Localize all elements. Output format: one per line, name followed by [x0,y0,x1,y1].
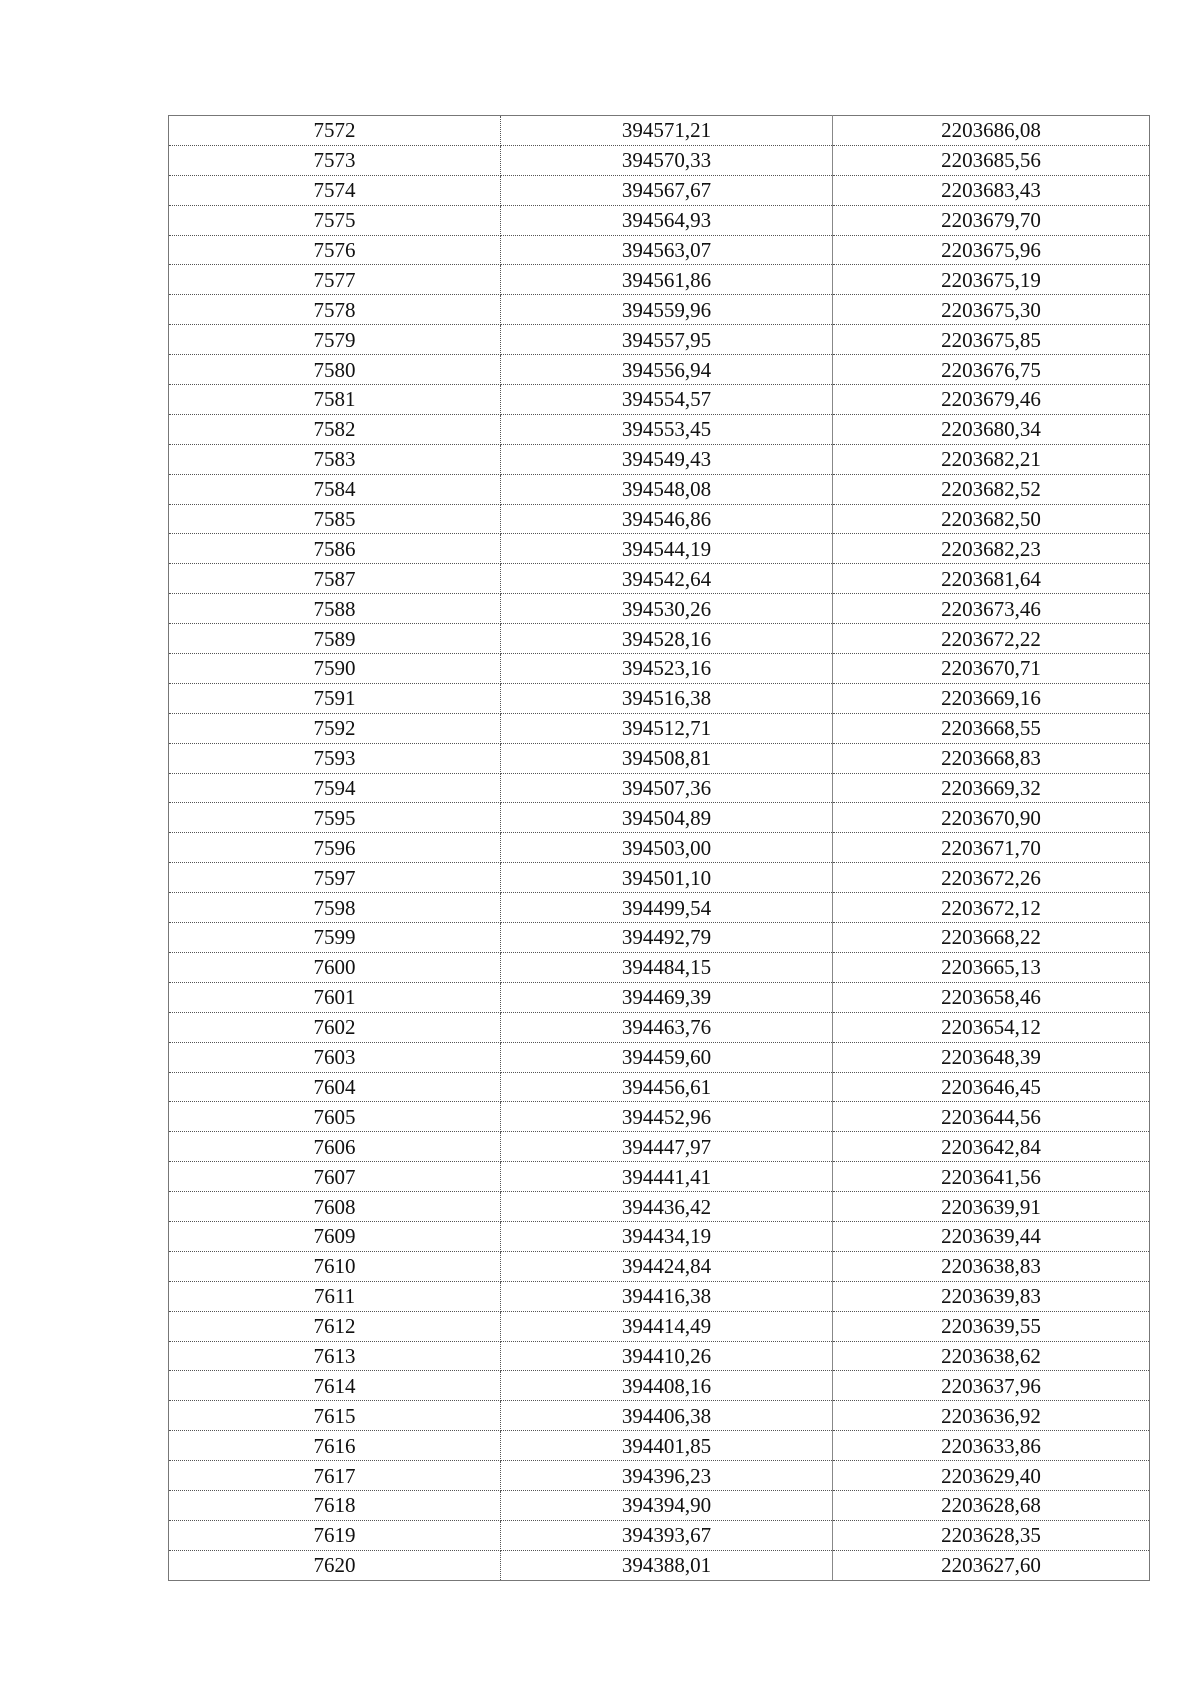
table-row [169,773,1150,803]
point-number-cell: 7595 [169,803,501,833]
y-coordinate-cell: 2203669,16 [833,683,1150,713]
x-coordinate-cell: 394441,41 [501,1162,833,1192]
point-number-cell: 7601 [169,982,501,1012]
table-row [169,205,1150,235]
x-coordinate-cell: 394553,45 [501,414,833,444]
table-row [169,1251,1150,1281]
table-row [169,564,1150,594]
table-row [169,175,1150,205]
y-coordinate-cell: 2203639,44 [833,1221,1150,1251]
point-number-cell: 7605 [169,1102,501,1132]
x-coordinate-cell: 394401,85 [501,1431,833,1461]
x-coordinate-cell: 394570,33 [501,145,833,175]
coordinates-table [168,115,1150,1581]
table-row [169,1490,1150,1520]
y-coordinate-cell: 2203636,92 [833,1401,1150,1431]
table-row [169,893,1150,923]
y-coordinate-cell: 2203641,56 [833,1162,1150,1192]
table-row [169,145,1150,175]
point-number-cell: 7573 [169,145,501,175]
point-number-cell: 7617 [169,1461,501,1491]
table-row [169,923,1150,953]
x-coordinate-cell: 394406,38 [501,1401,833,1431]
y-coordinate-cell: 2203637,96 [833,1371,1150,1401]
point-number-cell: 7608 [169,1192,501,1222]
table-row [169,594,1150,624]
table-row [169,534,1150,564]
x-coordinate-cell: 394459,60 [501,1042,833,1072]
table-row [169,295,1150,325]
y-coordinate-cell: 2203668,22 [833,923,1150,953]
x-coordinate-cell: 394452,96 [501,1102,833,1132]
y-coordinate-cell: 2203672,26 [833,863,1150,893]
y-coordinate-cell: 2203682,52 [833,474,1150,504]
y-coordinate-cell: 2203682,23 [833,534,1150,564]
y-coordinate-cell: 2203658,46 [833,982,1150,1012]
table-row [169,504,1150,534]
point-number-cell: 7589 [169,624,501,654]
table-row [169,713,1150,743]
table-row [169,1311,1150,1341]
table-row [169,1072,1150,1102]
point-number-cell: 7594 [169,773,501,803]
y-coordinate-cell: 2203683,43 [833,175,1150,205]
table-row [169,116,1150,146]
table-row [169,982,1150,1012]
table-row [169,325,1150,355]
x-coordinate-cell: 394424,84 [501,1251,833,1281]
table-row [169,414,1150,444]
x-coordinate-cell: 394388,01 [501,1550,833,1580]
y-coordinate-cell: 2203671,70 [833,833,1150,863]
y-coordinate-cell: 2203675,19 [833,265,1150,295]
x-coordinate-cell: 394408,16 [501,1371,833,1401]
point-number-cell: 7603 [169,1042,501,1072]
y-coordinate-cell: 2203679,70 [833,205,1150,235]
y-coordinate-cell: 2203675,30 [833,295,1150,325]
x-coordinate-cell: 394548,08 [501,474,833,504]
point-number-cell: 7604 [169,1072,501,1102]
table-row [169,385,1150,415]
table-row [169,1520,1150,1550]
y-coordinate-cell: 2203669,32 [833,773,1150,803]
y-coordinate-cell: 2203679,46 [833,385,1150,415]
y-coordinate-cell: 2203633,86 [833,1431,1150,1461]
point-number-cell: 7612 [169,1311,501,1341]
point-number-cell: 7619 [169,1520,501,1550]
y-coordinate-cell: 2203639,55 [833,1311,1150,1341]
x-coordinate-cell: 394456,61 [501,1072,833,1102]
x-coordinate-cell: 394546,86 [501,504,833,534]
table-row [169,1431,1150,1461]
table-row [169,803,1150,833]
y-coordinate-cell: 2203680,34 [833,414,1150,444]
y-coordinate-cell: 2203686,08 [833,116,1150,146]
x-coordinate-cell: 394549,43 [501,444,833,474]
table-row [169,1401,1150,1431]
x-coordinate-cell: 394557,95 [501,325,833,355]
table-row [169,743,1150,773]
table-row [169,444,1150,474]
point-number-cell: 7593 [169,743,501,773]
point-number-cell: 7575 [169,205,501,235]
table-row [169,1042,1150,1072]
table-row [169,1221,1150,1251]
point-number-cell: 7606 [169,1132,501,1162]
point-number-cell: 7615 [169,1401,501,1431]
x-coordinate-cell: 394393,67 [501,1520,833,1550]
table-row [169,265,1150,295]
x-coordinate-cell: 394394,90 [501,1490,833,1520]
y-coordinate-cell: 2203665,13 [833,952,1150,982]
table-row [169,1281,1150,1311]
x-coordinate-cell: 394499,54 [501,893,833,923]
table-row [169,1461,1150,1491]
x-coordinate-cell: 394410,26 [501,1341,833,1371]
point-number-cell: 7592 [169,713,501,743]
y-coordinate-cell: 2203675,96 [833,235,1150,265]
point-number-cell: 7576 [169,235,501,265]
y-coordinate-cell: 2203681,64 [833,564,1150,594]
table-row [169,624,1150,654]
y-coordinate-cell: 2203648,39 [833,1042,1150,1072]
point-number-cell: 7579 [169,325,501,355]
y-coordinate-cell: 2203639,83 [833,1281,1150,1311]
table-row [169,833,1150,863]
y-coordinate-cell: 2203675,85 [833,325,1150,355]
x-coordinate-cell: 394564,93 [501,205,833,235]
point-number-cell: 7596 [169,833,501,863]
table-row [169,1550,1150,1580]
point-number-cell: 7580 [169,355,501,385]
point-number-cell: 7585 [169,504,501,534]
point-number-cell: 7599 [169,923,501,953]
x-coordinate-cell: 394559,96 [501,295,833,325]
table-row [169,474,1150,504]
point-number-cell: 7616 [169,1431,501,1461]
y-coordinate-cell: 2203673,46 [833,594,1150,624]
x-coordinate-cell: 394508,81 [501,743,833,773]
y-coordinate-cell: 2203682,21 [833,444,1150,474]
x-coordinate-cell: 394512,71 [501,713,833,743]
table-row [169,952,1150,982]
x-coordinate-cell: 394571,21 [501,116,833,146]
x-coordinate-cell: 394556,94 [501,355,833,385]
point-number-cell: 7614 [169,1371,501,1401]
table-row [169,1192,1150,1222]
point-number-cell: 7586 [169,534,501,564]
table-row [169,1162,1150,1192]
x-coordinate-cell: 394484,15 [501,952,833,982]
y-coordinate-cell: 2203685,56 [833,145,1150,175]
x-coordinate-cell: 394414,49 [501,1311,833,1341]
coordinates-table-body [169,116,1150,1581]
x-coordinate-cell: 394561,86 [501,265,833,295]
x-coordinate-cell: 394416,38 [501,1281,833,1311]
point-number-cell: 7581 [169,385,501,415]
point-number-cell: 7611 [169,1281,501,1311]
point-number-cell: 7620 [169,1550,501,1580]
point-number-cell: 7572 [169,116,501,146]
y-coordinate-cell: 2203646,45 [833,1072,1150,1102]
x-coordinate-cell: 394463,76 [501,1012,833,1042]
y-coordinate-cell: 2203668,55 [833,713,1150,743]
x-coordinate-cell: 394554,57 [501,385,833,415]
point-number-cell: 7591 [169,683,501,713]
y-coordinate-cell: 2203654,12 [833,1012,1150,1042]
y-coordinate-cell: 2203682,50 [833,504,1150,534]
table-row [169,1132,1150,1162]
table-row [169,1341,1150,1371]
x-coordinate-cell: 394563,07 [501,235,833,265]
x-coordinate-cell: 394567,67 [501,175,833,205]
x-coordinate-cell: 394447,97 [501,1132,833,1162]
y-coordinate-cell: 2203628,35 [833,1520,1150,1550]
y-coordinate-cell: 2203638,62 [833,1341,1150,1371]
x-coordinate-cell: 394516,38 [501,683,833,713]
x-coordinate-cell: 394504,89 [501,803,833,833]
x-coordinate-cell: 394503,00 [501,833,833,863]
x-coordinate-cell: 394434,19 [501,1221,833,1251]
point-number-cell: 7600 [169,952,501,982]
table-row [169,654,1150,684]
point-number-cell: 7578 [169,295,501,325]
point-number-cell: 7577 [169,265,501,295]
point-number-cell: 7610 [169,1251,501,1281]
point-number-cell: 7583 [169,444,501,474]
y-coordinate-cell: 2203668,83 [833,743,1150,773]
y-coordinate-cell: 2203627,60 [833,1550,1150,1580]
table-row [169,1012,1150,1042]
y-coordinate-cell: 2203670,71 [833,654,1150,684]
y-coordinate-cell: 2203672,22 [833,624,1150,654]
y-coordinate-cell: 2203639,91 [833,1192,1150,1222]
point-number-cell: 7582 [169,414,501,444]
point-number-cell: 7587 [169,564,501,594]
x-coordinate-cell: 394530,26 [501,594,833,624]
table-row [169,355,1150,385]
x-coordinate-cell: 394523,16 [501,654,833,684]
table-row [169,1371,1150,1401]
y-coordinate-cell: 2203642,84 [833,1132,1150,1162]
x-coordinate-cell: 394507,36 [501,773,833,803]
y-coordinate-cell: 2203644,56 [833,1102,1150,1132]
point-number-cell: 7597 [169,863,501,893]
point-number-cell: 7588 [169,594,501,624]
table-row [169,683,1150,713]
table-row [169,863,1150,893]
x-coordinate-cell: 394492,79 [501,923,833,953]
table-row [169,1102,1150,1132]
y-coordinate-cell: 2203629,40 [833,1461,1150,1491]
x-coordinate-cell: 394544,19 [501,534,833,564]
point-number-cell: 7613 [169,1341,501,1371]
x-coordinate-cell: 394436,42 [501,1192,833,1222]
y-coordinate-cell: 2203628,68 [833,1490,1150,1520]
table-row [169,235,1150,265]
point-number-cell: 7590 [169,654,501,684]
y-coordinate-cell: 2203670,90 [833,803,1150,833]
x-coordinate-cell: 394396,23 [501,1461,833,1491]
y-coordinate-cell: 2203672,12 [833,893,1150,923]
point-number-cell: 7602 [169,1012,501,1042]
x-coordinate-cell: 394501,10 [501,863,833,893]
y-coordinate-cell: 2203676,75 [833,355,1150,385]
point-number-cell: 7598 [169,893,501,923]
point-number-cell: 7607 [169,1162,501,1192]
y-coordinate-cell: 2203638,83 [833,1251,1150,1281]
point-number-cell: 7618 [169,1490,501,1520]
x-coordinate-cell: 394469,39 [501,982,833,1012]
x-coordinate-cell: 394542,64 [501,564,833,594]
point-number-cell: 7574 [169,175,501,205]
point-number-cell: 7584 [169,474,501,504]
point-number-cell: 7609 [169,1221,501,1251]
x-coordinate-cell: 394528,16 [501,624,833,654]
